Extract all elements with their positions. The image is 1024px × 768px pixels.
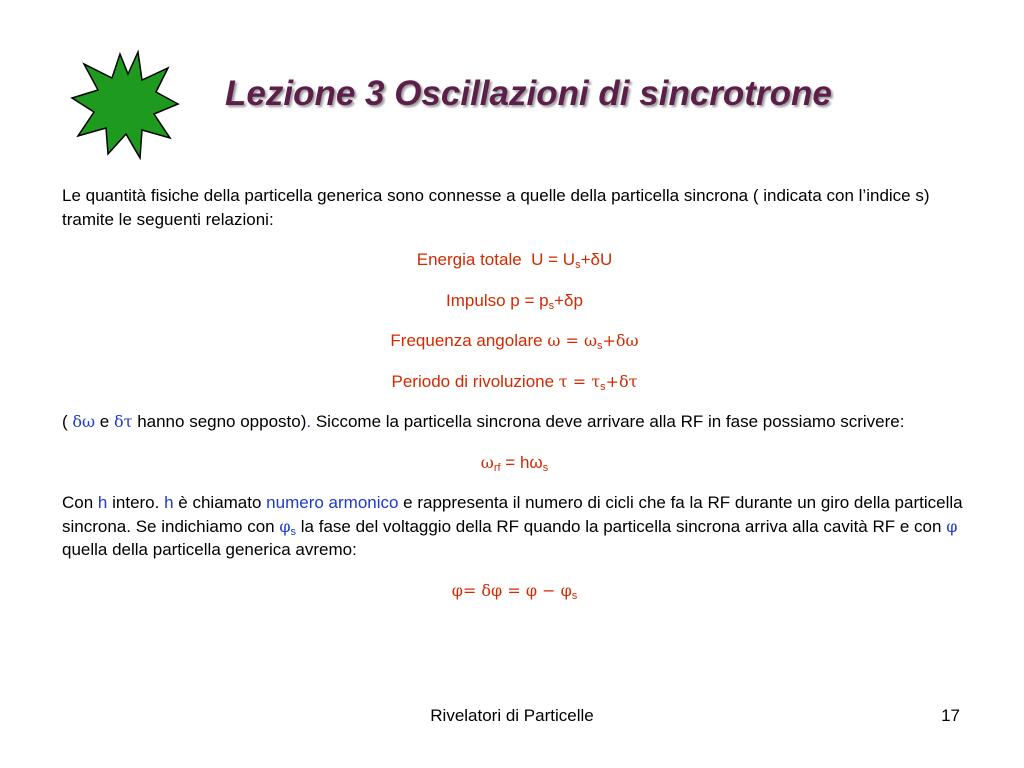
period-sub: s <box>600 380 606 393</box>
momentum-rest: +δp <box>554 290 583 310</box>
period-equation <box>62 370 967 394</box>
paren-open: ( <box>62 412 73 431</box>
period-rest: +δτ <box>605 371 638 391</box>
green-star-icon <box>70 50 180 160</box>
h-symbol: h <box>97 493 108 512</box>
text-segment: è chiamato <box>173 493 267 512</box>
intro-paragraph: Le quantità fisiche della particella generica sono connesse a quelle della particella sincrona ( indicata con l’indice s) tramite le seguenti relazioni: <box>62 186 930 229</box>
frequency-rest: +δω <box>602 331 639 350</box>
energy-sub: s <box>575 259 581 271</box>
and-text: e <box>95 412 114 431</box>
momentum-equation <box>62 289 967 313</box>
frequency-label: Frequenza angolare <box>390 331 543 350</box>
period-lhs: τ = τ <box>558 371 601 391</box>
text-segment: la fase del voltaggio della RF quando la particella sincrona arriva alla cavità RF e con <box>296 516 947 536</box>
text-segment: Con <box>62 493 98 512</box>
text-segment: e rappresenta il numero di cicli che fa la RF durante un giro della particella sincrona. Se indichiamo con <box>62 493 963 536</box>
text-segment: intero. <box>107 493 165 512</box>
rf-mid: = hω <box>500 452 543 472</box>
page-number: 17 <box>941 706 960 725</box>
rf-omega: ω <box>480 452 494 472</box>
h-symbol: h <box>164 493 174 512</box>
frequency-lhs: ω = ω <box>547 331 597 350</box>
phi-symbol: φ <box>946 516 958 536</box>
energy-label: Energia totale <box>416 250 522 269</box>
rf-equation <box>62 451 967 475</box>
period-dot: . <box>306 412 312 431</box>
phase-equation-sub: s <box>571 589 578 602</box>
text-segment: quella della particella generica avremo: <box>62 540 357 559</box>
momentum-lhs: p = p <box>510 290 549 310</box>
energy-rest: +δU <box>580 250 613 269</box>
energy-lhs: U = U <box>531 250 576 269</box>
slide-title: Lezione 3 Oscillazioni di sincrotrone <box>225 74 832 113</box>
delta-tau-symbol: δτ <box>113 412 133 431</box>
momentum-label: Impulso <box>446 290 506 310</box>
phi-s-symbol: φ <box>279 516 291 536</box>
footer-title: Rivelatori di Particelle <box>430 706 594 725</box>
opposite-sign-paragraph <box>62 410 967 434</box>
rf-sub-s: s <box>542 461 549 474</box>
phi-s-sub: s <box>290 525 297 538</box>
momentum-sub: s <box>548 299 555 312</box>
synchronous-phase-text: Siccome la particella sincrona deve arrivare alla RF in fase possiamo scrivere: <box>311 412 905 431</box>
delta-omega-symbol: δω <box>72 412 96 431</box>
period-label: Periodo di rivoluzione <box>391 371 555 391</box>
energy-equation <box>62 248 967 272</box>
frequency-sub: s <box>596 340 603 352</box>
opposite-sign-text: hanno segno opposto) <box>132 412 307 431</box>
rf-sub: rf <box>493 461 501 474</box>
harmonic-number-paragraph <box>62 491 967 562</box>
numero-armonico-term: numero armonico <box>266 493 399 512</box>
phase-equation <box>62 579 967 603</box>
frequency-equation <box>62 329 967 353</box>
slide-content <box>62 184 967 619</box>
phase-equation-text: φ= δφ = φ − φ <box>451 580 572 600</box>
